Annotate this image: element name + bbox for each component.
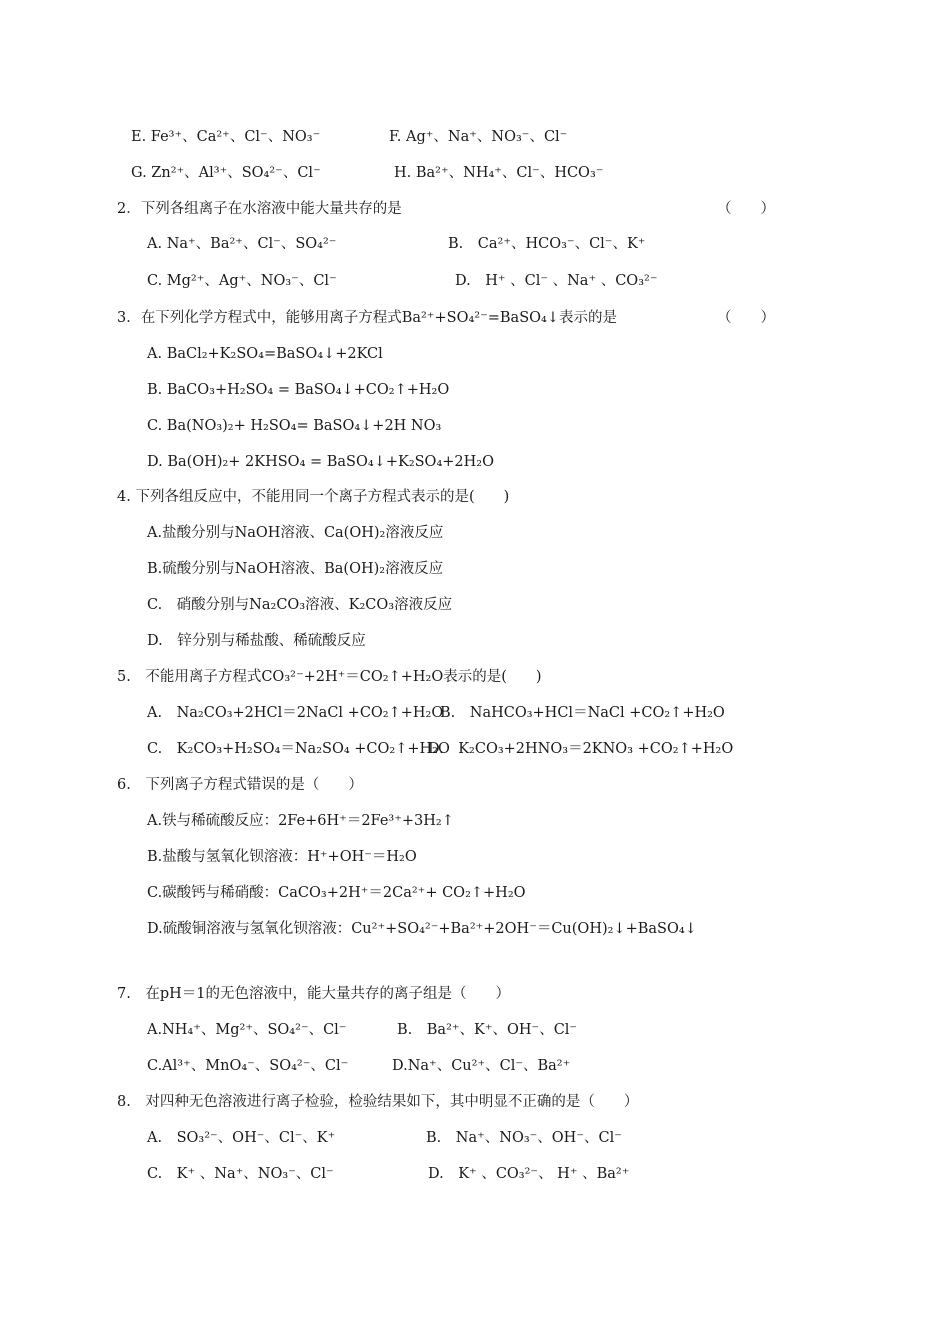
question-3: 3．在下列化学方程式中，能够用离子方程式Ba²⁺+SO₄²⁻=BaSO₄↓表示的是 [117, 310, 617, 326]
answer-blank-2: （ ） [717, 201, 775, 217]
q2-option-c: C. Mg²⁺、Ag⁺、NO₃⁻、Cl⁻ [147, 273, 337, 289]
option-h: H. Ba²⁺、NH₄⁺、Cl⁻、HCO₃⁻ [394, 165, 604, 181]
q5-option-d: D. K₂CO₃+2HNO₃＝2KNO₃ +CO₂↑+H₂O [428, 741, 734, 757]
q5-option-b: B. NaHCO₃+HCl＝NaCl +CO₂↑+H₂O [440, 705, 725, 721]
q4-option-d: D. 锌分别与稀盐酸、稀硫酸反应 [147, 633, 366, 649]
question-5: 5. 不能用离子方程式CO₃²⁻+2H⁺＝CO₂↑+H₂O表示的是( ) [117, 669, 542, 685]
q8-option-a: A. SO₃²⁻、OH⁻、Cl⁻、K⁺ [147, 1130, 336, 1146]
q4-option-a: A.盐酸分别与NaOH溶液、Ca(OH)₂溶液反应 [147, 525, 444, 541]
q2-option-a: A. Na⁺、Ba²⁺、Cl⁻、SO₄²⁻ [147, 236, 337, 252]
q6-option-d: D.硫酸铜溶液与氢氧化钡溶液：Cu²⁺+SO₄²⁻+Ba²⁺+2OH⁻＝Cu(OH)₂↓+BaSO₄↓ [147, 921, 697, 937]
option-e: E. Fe³⁺、Ca²⁺、Cl⁻、NO₃⁻ [131, 129, 321, 145]
q2-option-b: B. Ca²⁺、HCO₃⁻、Cl⁻、K⁺ [448, 236, 646, 252]
q2-option-d: D. H⁺ 、Cl⁻ 、Na⁺ 、CO₃²⁻ [455, 273, 658, 289]
q8-option-c: C. K⁺ 、Na⁺、NO₃⁻、Cl⁻ [147, 1166, 334, 1182]
question-6: 6. 下列离子方程式错误的是（ ） [117, 777, 363, 793]
q6-option-a: A.铁与稀硫酸反应：2Fe+6H⁺＝2Fe³⁺+3H₂↑ [147, 813, 454, 829]
q7-option-a: A.NH₄⁺、Mg²⁺、SO₄²⁻、Cl⁻ [147, 1022, 347, 1038]
q3-option-a: A. BaCl₂+K₂SO₄=BaSO₄↓+2KCl [147, 346, 383, 362]
q4-option-b: B.硫酸分别与NaOH溶液、Ba(OH)₂溶液反应 [147, 561, 444, 577]
q8-option-b: B. Na⁺、NO₃⁻、OH⁻、Cl⁻ [426, 1130, 622, 1146]
q5-option-c: C. K₂CO₃+H₂SO₄＝Na₂SO₄ +CO₂↑+H₂O [147, 741, 450, 757]
question-2: 2．下列各组离子在水溶液中能大量共存的是 [117, 201, 402, 217]
answer-blank-3: （ ） [717, 310, 775, 326]
option-f: F. Ag⁺、Na⁺、NO₃⁻、Cl⁻ [389, 129, 568, 145]
q7-option-c: C.Al³⁺、MnO₄⁻、SO₄²⁻、Cl⁻ [147, 1058, 349, 1074]
question-8: 8. 对四种无色溶液进行离子检验，检验结果如下，其中明显不正确的是（ ） [117, 1094, 639, 1110]
q6-option-b: B.盐酸与氢氧化钡溶液：H⁺+OH⁻＝H₂O [147, 849, 417, 865]
q4-option-c: C. 硝酸分别与Na₂CO₃溶液、K₂CO₃溶液反应 [147, 597, 453, 613]
q6-option-c: C.碳酸钙与稀硝酸：CaCO₃+2H⁺＝2Ca²⁺+ CO₂↑+H₂O [147, 885, 526, 901]
question-4: 4. 下列各组反应中，不能用同一个离子方程式表示的是( ) [117, 489, 510, 505]
q8-option-d: D. K⁺ 、CO₃²⁻、 H⁺ 、Ba²⁺ [428, 1166, 630, 1182]
q5-option-a: A. Na₂CO₃+2HCl＝2NaCl +CO₂↑+H₂O [147, 705, 444, 721]
q7-option-d: D.Na⁺、Cu²⁺、Cl⁻、Ba²⁺ [392, 1058, 571, 1074]
q3-option-b: B. BaCO₃+H₂SO₄ = BaSO₄↓+CO₂↑+H₂O [147, 382, 450, 398]
q3-option-d: D. Ba(OH)₂+ 2KHSO₄ = BaSO₄↓+K₂SO₄+2H₂O [147, 454, 494, 470]
question-7: 7. 在pH＝1的无色溶液中，能大量共存的离子组是（ ） [117, 986, 510, 1002]
option-g: G. Zn²⁺、Al³⁺、SO₄²⁻、Cl⁻ [131, 165, 321, 181]
q3-option-c: C. Ba(NO₃)₂+ H₂SO₄= BaSO₄↓+2H NO₃ [147, 418, 442, 434]
q7-option-b: B. Ba²⁺、K⁺、OH⁻、Cl⁻ [397, 1022, 578, 1038]
